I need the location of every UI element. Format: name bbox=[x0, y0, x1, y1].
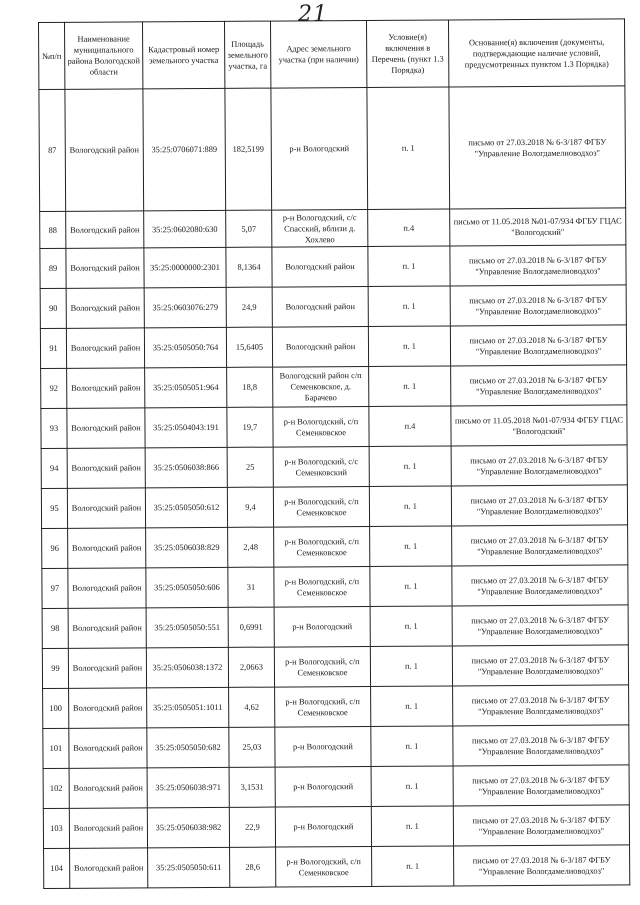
condition: п. 1 bbox=[369, 486, 451, 527]
cadastral-number: 35:25:0506038:1372 bbox=[146, 647, 228, 688]
row-number: 103 bbox=[43, 808, 69, 848]
district: Вологодский район bbox=[69, 688, 147, 728]
table-row bbox=[43, 805, 629, 849]
district: Вологодский район bbox=[67, 448, 145, 488]
header-cadastral-number: Кадастровый номер земельного участка bbox=[143, 21, 225, 88]
basis: письмо от 27.03.2018 № 6-3/187 ФГБУ "Управление Вологдамелиоводхоз" bbox=[452, 605, 628, 646]
row-number: 102 bbox=[43, 768, 69, 808]
table-row bbox=[43, 685, 629, 729]
area: 5,07 bbox=[226, 210, 272, 247]
condition: п. 1 bbox=[368, 246, 450, 287]
table-row bbox=[41, 405, 627, 449]
district: Вологодский район bbox=[67, 488, 145, 528]
table-row bbox=[42, 525, 628, 569]
basis: письмо от 27.03.2018 № 6-3/187 ФГБУ "Управление Вологдамелиоводхоз" bbox=[451, 445, 627, 486]
condition: п. 1 bbox=[370, 526, 452, 567]
area: 22,9 bbox=[229, 807, 275, 847]
row-number: 90 bbox=[40, 288, 66, 328]
table-row bbox=[41, 445, 627, 489]
district: Вологодский район bbox=[68, 568, 146, 608]
table-row bbox=[43, 765, 629, 809]
cadastral-number: 35:25:0505051:1011 bbox=[147, 687, 229, 728]
area: 25 bbox=[227, 447, 273, 487]
area: 15,6405 bbox=[226, 327, 272, 367]
row-number: 89 bbox=[40, 248, 66, 288]
district: Вологодский район bbox=[69, 728, 147, 768]
basis: письмо от 27.03.2018 № 6-3/187 ФГБУ "Управление Вологдамелиоводхоз" bbox=[450, 245, 626, 286]
condition: п.4 bbox=[368, 209, 450, 247]
district: Вологодский район bbox=[69, 808, 147, 848]
cadastral-number: 35:25:0505050:606 bbox=[146, 567, 228, 608]
address: р-н Вологодский bbox=[271, 87, 368, 210]
area: 24,9 bbox=[226, 287, 272, 327]
table-row bbox=[39, 86, 626, 212]
cadastral-number: 35:25:0603076:279 bbox=[144, 287, 226, 328]
cadastral-number: 35:25:0505050:764 bbox=[144, 327, 226, 368]
address: р-н Вологодский bbox=[275, 806, 371, 847]
condition: п. 1 bbox=[368, 326, 450, 367]
address: Вологодский район bbox=[272, 326, 368, 367]
cadastral-number: 35:25:0505050:551 bbox=[146, 607, 228, 648]
condition: п. 1 bbox=[371, 726, 453, 767]
address: р-н Вологодский, с/п Семенковское bbox=[275, 686, 371, 727]
address: р-н Вологодский, с/п Семенковское bbox=[274, 646, 370, 687]
district: Вологодский район bbox=[68, 608, 146, 648]
cadastral-number: 35:25:0506038:829 bbox=[146, 527, 228, 568]
table-row bbox=[41, 365, 627, 409]
area: 9,4 bbox=[227, 487, 273, 527]
basis: письмо от 27.03.2018 № 6-3/187 ФГБУ "Управление Вологдамелиоводхоз" bbox=[452, 565, 628, 606]
row-number: 91 bbox=[40, 328, 66, 368]
table-row bbox=[40, 245, 626, 289]
district: Вологодский район bbox=[66, 211, 144, 248]
district: Вологодский район bbox=[66, 288, 144, 328]
address: р-н Вологодский, с/п Семенковское bbox=[273, 486, 369, 527]
row-number: 104 bbox=[44, 848, 70, 888]
area: 2,48 bbox=[228, 527, 274, 567]
condition: п. 1 bbox=[371, 806, 453, 847]
row-number: 96 bbox=[42, 528, 68, 568]
condition: п. 1 bbox=[371, 766, 453, 807]
table-row bbox=[40, 208, 626, 249]
address: р-н Вологодский, с/с Семенковский bbox=[273, 446, 369, 487]
condition: п. 1 bbox=[370, 606, 452, 647]
district: Вологодский район bbox=[66, 248, 144, 288]
row-number: 99 bbox=[42, 648, 68, 688]
basis: письмо от 27.03.2018 № 6-3/187 ФГБУ "Управление Вологдамелиоводхоз" bbox=[453, 685, 629, 726]
table-row bbox=[40, 325, 626, 369]
header-basis: Основание(я) включения (документы, подтверждающие наличие условий, предусмотренных пунктом 1.3 Порядка) bbox=[448, 19, 624, 87]
basis: письмо от 27.03.2018 № 6-3/187 ФГБУ "Управление Вологдамелиоводхоз" bbox=[453, 765, 629, 806]
land-plot-register-table bbox=[38, 18, 630, 889]
address: Вологодский район с/п Семенковское, д. Барачево bbox=[273, 366, 369, 407]
basis: письмо от 27.03.2018 № 6-3/187 ФГБУ "Управление Вологдамелиоводхоз" bbox=[453, 805, 629, 846]
condition: п. 1 bbox=[367, 87, 450, 209]
area: 28,6 bbox=[230, 847, 276, 887]
district: Вологодский район bbox=[70, 848, 148, 888]
district: Вологодский район bbox=[68, 648, 146, 688]
address: р-н Вологодский bbox=[275, 766, 371, 807]
basis: письмо от 27.03.2018 № 6-3/187 ФГБУ "Управление Вологдамелиоводхоз" bbox=[452, 525, 628, 566]
row-number: 88 bbox=[40, 211, 66, 248]
address: р-н Вологодский, с/с Спасский, вблизи д. Хохлево bbox=[272, 209, 368, 247]
table-row bbox=[41, 485, 627, 529]
cadastral-number: 35:25:0506038:866 bbox=[145, 447, 227, 488]
basis: письмо от 27.03.2018 № 6-3/187 ФГБУ "Управление Вологдамелиоводхоз" bbox=[449, 86, 626, 209]
table-row bbox=[43, 725, 629, 769]
header-address: Адрес земельного участка (при наличии) bbox=[270, 20, 366, 88]
row-number: 94 bbox=[41, 448, 67, 488]
district: Вологодский район bbox=[69, 768, 147, 808]
row-number: 92 bbox=[41, 368, 67, 408]
condition: п. 1 bbox=[368, 286, 450, 327]
table-row bbox=[40, 285, 626, 329]
basis: письмо от 27.03.2018 № 6-3/187 ФГБУ "Управление Вологдамелиоводхоз" bbox=[454, 845, 630, 886]
condition: п. 1 bbox=[370, 566, 452, 607]
header-district: Наименование муниципального района Вологодской области bbox=[65, 22, 143, 89]
page-number: 21 bbox=[298, 2, 328, 27]
row-number: 100 bbox=[43, 688, 69, 728]
district: Вологодский район bbox=[66, 328, 144, 368]
row-number: 101 bbox=[43, 728, 69, 768]
cadastral-number: 35:25:0706071:889 bbox=[143, 88, 226, 210]
area: 18,8 bbox=[227, 367, 273, 407]
area: 25,03 bbox=[229, 727, 275, 767]
basis: письмо от 27.03.2018 № 6-3/187 ФГБУ "Управление Вологдамелиоводхоз" bbox=[451, 485, 627, 526]
address: Вологодский район bbox=[272, 286, 368, 327]
basis: письмо от 27.03.2018 № 6-3/187 ФГБУ "Управление Вологдамелиоводхоз" bbox=[452, 645, 628, 686]
table-row bbox=[42, 645, 628, 689]
area: 2,0663 bbox=[228, 647, 274, 687]
condition: п.4 bbox=[369, 406, 451, 447]
cadastral-number: 35:25:0505051:964 bbox=[145, 367, 227, 408]
district: Вологодский район bbox=[68, 528, 146, 568]
basis: письмо от 27.03.2018 № 6-3/187 ФГБУ "Управление Вологдамелиоводхоз" bbox=[453, 725, 629, 766]
address: р-н Вологодский, с/п Семенковское bbox=[273, 406, 369, 447]
address: р-н Вологодский, с/п Семенковское bbox=[274, 526, 370, 567]
cadastral-number: 35:25:0505050:611 bbox=[148, 847, 230, 888]
area: 19,7 bbox=[227, 407, 273, 447]
row-number: 95 bbox=[41, 488, 67, 528]
condition: п. 1 bbox=[369, 446, 451, 487]
cadastral-number: 35:25:0000000:2301 bbox=[144, 247, 226, 288]
row-number: 97 bbox=[42, 568, 68, 608]
district: Вологодский район bbox=[67, 368, 145, 408]
table-header-row bbox=[39, 19, 625, 90]
address: р-н Вологодский bbox=[274, 606, 370, 647]
area: 8,1364 bbox=[226, 247, 272, 287]
header-area: Площадь земельного участка, га bbox=[224, 21, 270, 88]
condition: п. 1 bbox=[371, 686, 453, 727]
district: Вологодский район bbox=[65, 89, 144, 211]
header-number: №п/п bbox=[39, 22, 65, 89]
area: 31 bbox=[228, 567, 274, 607]
address: р-н Вологодский bbox=[275, 726, 371, 767]
cadastral-number: 35:25:0506038:982 bbox=[147, 807, 229, 848]
address: Вологодский район bbox=[272, 246, 368, 287]
area: 0,6991 bbox=[228, 607, 274, 647]
area: 3,1531 bbox=[229, 767, 275, 807]
table-row bbox=[42, 605, 628, 649]
row-number: 93 bbox=[41, 408, 67, 448]
row-number: 98 bbox=[42, 608, 68, 648]
basis: письмо от 27.03.2018 № 6-3/187 ФГБУ "Управление Вологдамелиоводхоз" bbox=[450, 325, 626, 366]
table-row bbox=[44, 845, 630, 889]
cadastral-number: 35:25:0505050:682 bbox=[147, 727, 229, 768]
cadastral-number: 35:25:0505050:612 bbox=[145, 487, 227, 528]
header-condition: Условие(я) включения в Перечень (пункт 1.3 Порядка) bbox=[366, 20, 448, 87]
cadastral-number: 35:25:0506038:971 bbox=[147, 767, 229, 808]
condition: п. 1 bbox=[369, 366, 451, 407]
basis: письмо от 27.03.2018 № 6-3/187 ФГБУ "Управление Вологдамелиоводхоз" bbox=[451, 365, 627, 406]
basis: письмо от 27.03.2018 № 6-3/187 ФГБУ "Управление Вологдамелиоводхоз" bbox=[450, 285, 626, 326]
basis: письмо от 11.05.2018 №01-07/934 ФГБУ ГЦАС "Вологодский" bbox=[450, 208, 626, 246]
area: 182,5199 bbox=[225, 88, 272, 210]
basis: письмо от 11.05.2018 №01-07/934 ФГБУ ГЦАС "Вологодский" bbox=[451, 405, 627, 446]
address: р-н Вологодский, с/п Семенковское bbox=[276, 846, 372, 887]
address: р-н Вологодский, с/п Семенковское bbox=[274, 566, 370, 607]
row-number: 87 bbox=[39, 89, 66, 211]
condition: п. 1 bbox=[370, 646, 452, 687]
district: Вологодский район bbox=[67, 408, 145, 448]
condition: п. 1 bbox=[372, 846, 454, 887]
cadastral-number: 35:25:0602080:630 bbox=[144, 210, 226, 248]
area: 4,62 bbox=[229, 687, 275, 727]
cadastral-number: 35:25:0504043:191 bbox=[145, 407, 227, 448]
table-row bbox=[42, 565, 628, 609]
